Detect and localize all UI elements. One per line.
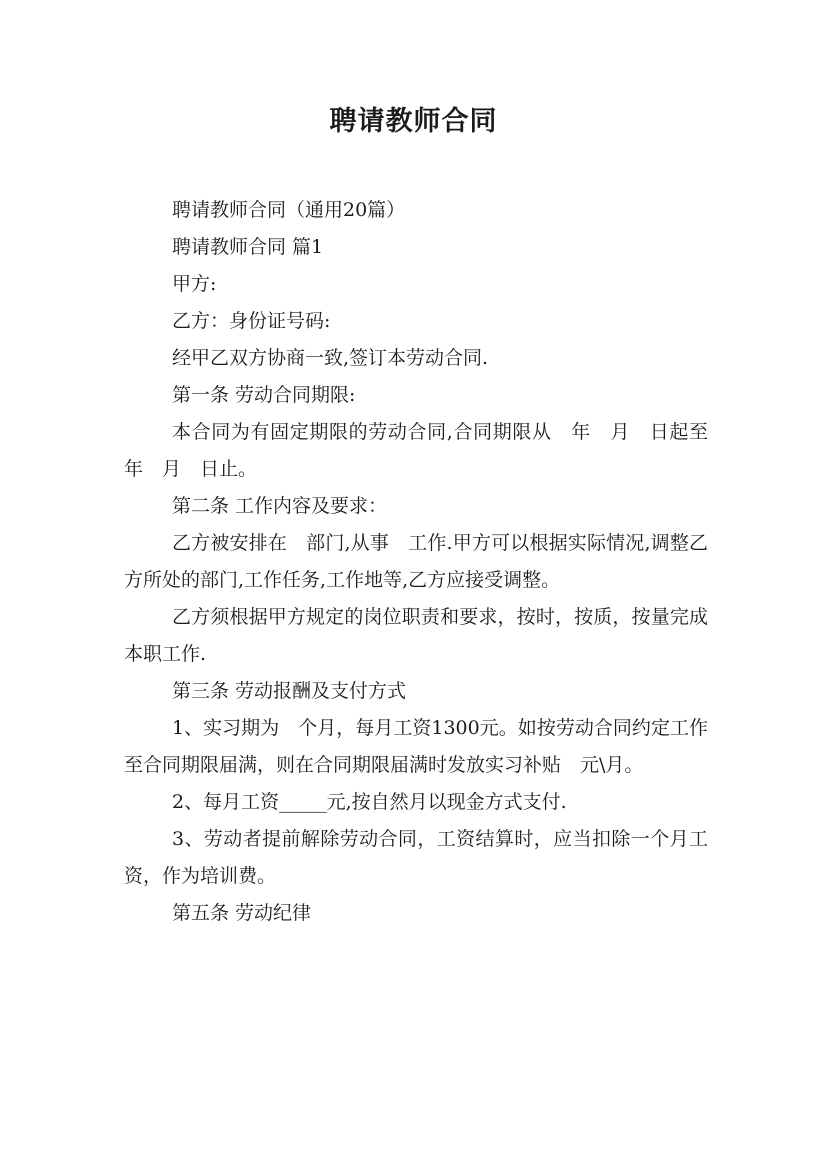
paragraph-subtitle: 聘请教师合同（通用20篇） (172, 199, 406, 221)
paragraph-section-heading: 聘请教师合同 篇1 (172, 236, 324, 258)
article-2-text: 乙方被安排在 部门,从事 工作.甲方可以根据实际情况,调整乙方所处的部门,工作任务,工作地等,乙方应接受调整。 (124, 532, 708, 591)
document-title: 聘请教师合同 (329, 106, 498, 137)
document-body (124, 192, 728, 932)
article-2-heading: 第二条 工作内容及要求： (172, 495, 388, 517)
paragraph-party-b: 乙方：身份证号码: (172, 310, 331, 332)
article-3-item-3: 3、劳动者提前解除劳动合同，工资结算时，应当扣除一个月工资，作为培训费。 (124, 828, 708, 887)
article-2-duties: 乙方须根据甲方规定的岗位职责和要求，按时，按质，按量完成本职工作. (124, 606, 708, 665)
article-5-heading: 第五条 劳动纪律 (172, 902, 312, 924)
article-3-heading: 第三条 劳动报酬及支付方式 (172, 680, 407, 702)
paragraph-agreement: 经甲乙双方协商一致,签订本劳动合同. (172, 347, 489, 369)
paragraph-party-a: 甲方: (172, 273, 217, 295)
article-1-text: 本合同为有固定期限的劳动合同,合同期限从 年 月 日起至 年 月 日止。 (124, 421, 728, 480)
article-1-heading: 第一条 劳动合同期限: (172, 384, 356, 406)
article-3-item-2: 2、每月工资_____元,按自然月以现金方式支付. (172, 791, 567, 813)
article-3-item-1: 1、实习期为 个月，每月工资1300元。如按劳动合同约定工作至合同期限届满，则在合同期限届满时发放实习补贴 元\月。 (124, 717, 708, 776)
